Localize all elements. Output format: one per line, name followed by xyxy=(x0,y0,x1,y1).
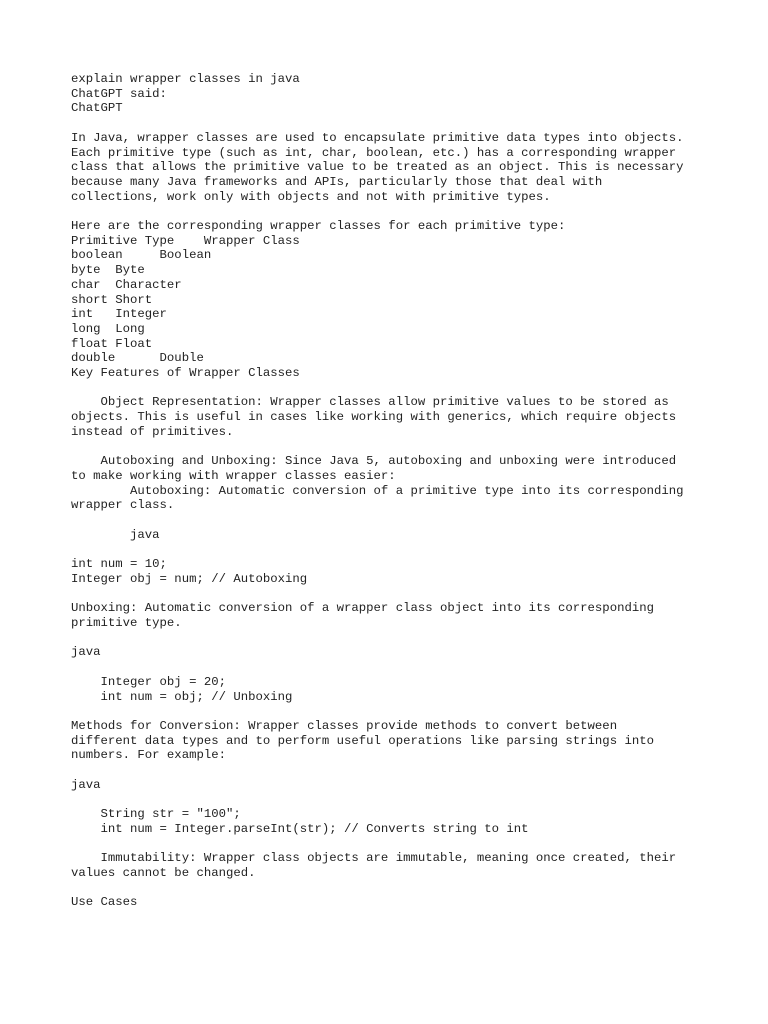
document-text: explain wrapper classes in java ChatGPT said: ChatGPT In Java, wrapper classes are used to encapsulate primitive data types into objects. Each primitive type (such as int, char, boolean, etc.) has a corresponding wrapper class that allows the primitive value to be treated as an object. This is necessary because many Java frameworks and APIs, particularly those that deal with collections, work only with objects and not with primitive types. Here are the corresponding wrapper classes for each primitive type: Primitive Type Wrapper Class boolean Boolean byte Byte char Character short Short int Integer long Long float Float double Double Key Features of Wrapper Classes Object Representation: Wrapper classes allow primitive values to be stored as objects. This is useful in cases like working with generics, which require objects instead of primitives. Autoboxing and Unboxing: Since Java 5, autoboxing and unboxing were introduced to make working with wrapper classes easier: Autoboxing: Automatic conversion of a primitive type into its corresponding wrapper class. java int num = 10; Integer obj = num; // Autoboxing Unboxing: Automatic conversion of a wrapper class object into its corresponding primitive type. java Integer obj = 20; int num = obj; // Unboxing Methods for Conversion: Wrapper classes provide methods to convert between different data types and to perform useful operations like parsing strings into numbers. For example: java String str = "100"; int num = Integer.parseInt(str); // Converts string to int Immutability: Wrapper class objects are immutable, meaning once created, their values cannot be changed. Use Cases xyxy=(71,72,684,910)
